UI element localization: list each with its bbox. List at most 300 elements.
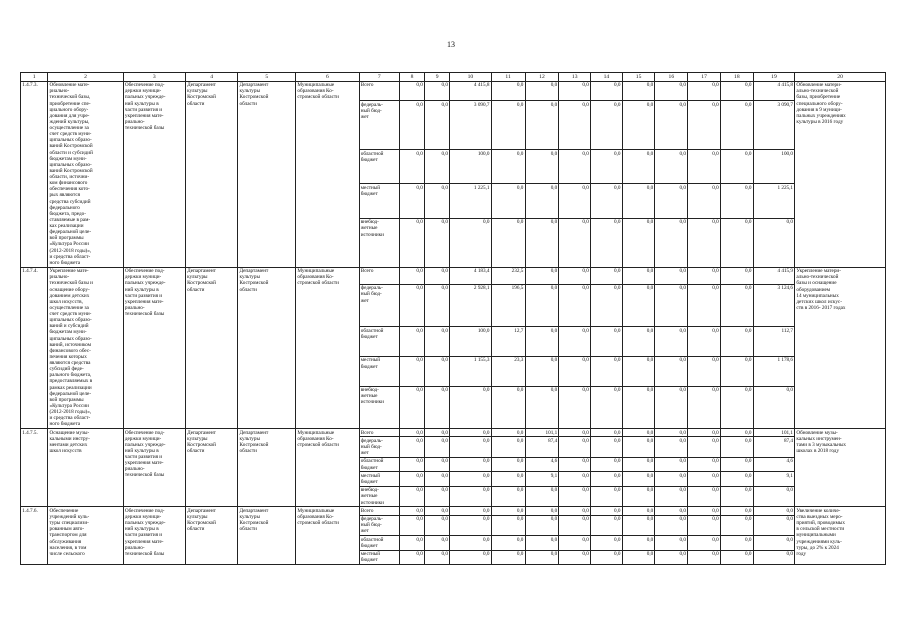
amount-cell: 0,0	[622, 356, 655, 386]
amount-cell: 0,0	[491, 150, 525, 184]
amount-cell: 0,0	[622, 550, 655, 564]
amount-cell: 1 155,3	[450, 356, 492, 386]
funding-source-label: местный бюджет	[359, 550, 399, 564]
amount-cell: 0,0	[559, 428, 591, 436]
amount-cell: 0,0	[622, 327, 655, 357]
funding-source-label: федераль- ный бюд- жет	[359, 101, 399, 150]
amount-cell: 0,0	[591, 457, 623, 471]
column-number: 14	[591, 73, 623, 82]
activity-goal: Обеспечение под- держки муници- пальных учрежде- ний культуры в части развития и укрепления мате- риально- технической базы	[123, 267, 185, 428]
amount-cell: 0,0	[491, 536, 525, 550]
amount-cell: 0,0	[591, 507, 623, 515]
funding-source-label: местный бюджет	[359, 472, 399, 486]
amount-cell: 4 415,8	[753, 81, 795, 101]
amount-cell: 0,0	[688, 515, 721, 536]
amount-cell: 0,0	[622, 101, 655, 150]
amount-cell: 0,0	[559, 150, 591, 184]
column-number: 18	[720, 73, 753, 82]
amount-cell: 0,0	[399, 550, 424, 564]
funding-source-label: Всего	[359, 428, 399, 436]
activity-goal: Обеспечение под- держки муници- пальных учрежде- ний культуры в части развития и укрепления мате- риально- технической базы	[123, 507, 185, 565]
amount-cell: 0,0	[720, 550, 753, 564]
funding-source-label: областной бюджет	[359, 327, 399, 357]
funding-source-label: Всего	[359, 507, 399, 515]
amount-cell: 0,0	[591, 386, 623, 428]
amount-cell: 0,0	[591, 267, 623, 284]
amount-cell: 0,0	[425, 150, 450, 184]
amount-cell: 0,0	[655, 486, 688, 507]
amount-cell: 0,0	[655, 356, 688, 386]
amount-cell: 1 225,1	[450, 184, 492, 218]
amount-cell: 0,0	[591, 428, 623, 436]
amount-cell: 232,5	[491, 267, 525, 284]
amount-cell: 0,0	[425, 356, 450, 386]
amount-cell: 0,0	[559, 457, 591, 471]
funding-source-label: федераль- ный бюд- жет	[359, 437, 399, 458]
column-number: 11	[491, 73, 525, 82]
amount-cell: 0,0	[655, 386, 688, 428]
amount-cell: 0,0	[591, 218, 623, 267]
amount-cell: 0,0	[399, 81, 424, 101]
amount-cell: 0,0	[655, 81, 688, 101]
program-row	[21, 81, 886, 101]
amount-cell: 0,0	[559, 218, 591, 267]
funding-source-label: внебюд- жетные источники	[359, 386, 399, 428]
amount-cell: 0,0	[559, 184, 591, 218]
amount-cell: 0,0	[450, 437, 492, 458]
amount-cell: 0,0	[559, 486, 591, 507]
amount-cell: 0,0	[559, 81, 591, 101]
column-number: 13	[559, 73, 591, 82]
column-number: 10	[450, 73, 492, 82]
amount-cell: 0,0	[491, 486, 525, 507]
amount-cell: 0,0	[753, 536, 795, 550]
amount-cell: 23,3	[491, 356, 525, 386]
amount-cell: 0,0	[491, 550, 525, 564]
amount-cell: 3 124,6	[753, 284, 795, 326]
amount-cell: 0,0	[720, 437, 753, 458]
amount-cell: 0,0	[688, 428, 721, 436]
column-number: 15	[622, 73, 655, 82]
amount-cell: 0,0	[688, 386, 721, 428]
amount-cell: 0,0	[720, 184, 753, 218]
amount-cell: 0,0	[525, 101, 559, 150]
amount-cell: 0,0	[688, 267, 721, 284]
amount-cell: 0,0	[622, 81, 655, 101]
amount-cell: 0,0	[559, 284, 591, 326]
amount-cell: 0,0	[688, 457, 721, 471]
amount-cell: 0,0	[720, 101, 753, 150]
amount-cell: 0,0	[559, 101, 591, 150]
amount-cell: 0,0	[591, 472, 623, 486]
amount-cell: 0,0	[425, 327, 450, 357]
amount-cell: 0,0	[450, 507, 492, 515]
amount-cell: 0,0	[399, 184, 424, 218]
column-number: 7	[359, 73, 399, 82]
amount-cell: 0,0	[450, 218, 492, 267]
amount-cell: 0,0	[655, 218, 688, 267]
amount-cell: 0,0	[491, 81, 525, 101]
co-executor: Департамент культуры Костромской области	[238, 507, 296, 565]
amount-cell: 196,5	[491, 284, 525, 326]
amount-cell: 0,0	[591, 536, 623, 550]
amount-cell: 0,0	[491, 457, 525, 471]
amount-cell: 0,0	[559, 386, 591, 428]
activity-text: Укрепление мате- риально- технической базы и оснащение обору- дованием детских школ искусств, осуществление за счет средств муни- ципальных образо- ваний и субсидий бюджетам муни- ципальных образо- ваний, источником финансового обес- печения которых являются средства субсидий феде- рального бюджета, предоставляемых в рамках реализации федеральной целе- вой программы «Культура России (2012-2018 годы)», и средства област- ного бюджета	[48, 267, 123, 428]
amount-cell: 0,0	[720, 218, 753, 267]
expected-result: Обновление матери- ально-технической базы, приобретение специального обору- дования в 9 муници- пальных учреждениях культуры в 2016 году	[795, 81, 886, 267]
amount-cell: 0,0	[525, 536, 559, 550]
amount-cell: 0,0	[425, 267, 450, 284]
amount-cell: 0,0	[622, 428, 655, 436]
column-number: 2	[48, 73, 123, 82]
funding-source-label: внебюд- жетные источники	[359, 218, 399, 267]
amount-cell: 0,0	[622, 284, 655, 326]
amount-cell: 0,0	[655, 457, 688, 471]
amount-cell: 0,0	[622, 472, 655, 486]
amount-cell: 0,0	[491, 101, 525, 150]
amount-cell: 0,0	[720, 457, 753, 471]
amount-cell: 0,0	[525, 81, 559, 101]
amount-cell: 0,0	[688, 550, 721, 564]
amount-cell: 0,0	[753, 218, 795, 267]
amount-cell: 0,0	[720, 150, 753, 184]
amount-cell: 112,7	[753, 327, 795, 357]
amount-cell: 0,0	[399, 457, 424, 471]
amount-cell: 0,0	[559, 515, 591, 536]
amount-cell: 0,0	[655, 428, 688, 436]
responsible-executor: Департамент культуры Костромской области	[185, 81, 237, 267]
amount-cell: 0,0	[425, 486, 450, 507]
amount-cell: 0,0	[655, 267, 688, 284]
amount-cell: 0,0	[425, 472, 450, 486]
column-number: 17	[688, 73, 721, 82]
amount-cell: 0,0	[525, 550, 559, 564]
activity-number: 1.4.7.5.	[21, 428, 48, 506]
funding-source-label: областной бюджет	[359, 150, 399, 184]
amount-cell: 0,0	[753, 386, 795, 428]
amount-cell: 1 178,6	[753, 356, 795, 386]
amount-cell: 0,0	[559, 536, 591, 550]
amount-cell: 0,0	[720, 267, 753, 284]
amount-cell: 0,0	[720, 428, 753, 436]
amount-cell: 0,0	[525, 284, 559, 326]
column-number: 19	[753, 73, 795, 82]
activity-goal: Обеспечение под- держки муници- пальных учрежде- ний культуры в части развития и укрепления мате- риально- технической базы	[123, 81, 185, 267]
amount-cell: 0,0	[688, 356, 721, 386]
amount-cell: 0,0	[399, 218, 424, 267]
amount-cell: 0,0	[622, 150, 655, 184]
amount-cell: 0,0	[720, 472, 753, 486]
funding-source-label: областной бюджет	[359, 536, 399, 550]
co-executor: Департамент культуры Костромской области	[238, 267, 296, 428]
amount-cell: 0,0	[525, 515, 559, 536]
program-row	[21, 507, 886, 515]
amount-cell: 0,0	[450, 472, 492, 486]
amount-cell: 0,0	[491, 507, 525, 515]
amount-cell: 0,0	[591, 486, 623, 507]
amount-cell: 2 928,1	[450, 284, 492, 326]
amount-cell: 0,0	[753, 550, 795, 564]
amount-cell: 0,0	[591, 284, 623, 326]
amount-cell: 0,0	[525, 218, 559, 267]
page-number: 13	[447, 40, 455, 49]
amount-cell: 0,0	[559, 327, 591, 357]
amount-cell: 0,0	[591, 101, 623, 150]
column-number-row	[21, 73, 886, 82]
column-number: 16	[655, 73, 688, 82]
amount-cell: 0,0	[450, 386, 492, 428]
amount-cell: 0,0	[450, 457, 492, 471]
amount-cell: 0,0	[720, 536, 753, 550]
amount-cell: 12,7	[491, 327, 525, 357]
funding-source-label: местный бюджет	[359, 356, 399, 386]
program-row	[21, 267, 886, 284]
amount-cell: 0,0	[720, 327, 753, 357]
funding-source-label: федераль- ный бюд- жет	[359, 284, 399, 326]
amount-cell: 0,0	[399, 507, 424, 515]
amount-cell: 0,0	[559, 507, 591, 515]
amount-cell: 0,0	[491, 184, 525, 218]
column-number: 20	[795, 73, 886, 82]
amount-cell: 0,0	[559, 267, 591, 284]
expected-result: Укрепление матери- ально-технической базы и оснащение оборудованием 14 муниципальных детских школ искус- ств в 2016- 2017 годах	[795, 267, 886, 428]
amount-cell: 0,0	[491, 472, 525, 486]
amount-cell: 0,0	[591, 550, 623, 564]
amount-cell: 0,0	[720, 284, 753, 326]
amount-cell: 100,0	[450, 327, 492, 357]
amount-cell: 0,0	[622, 218, 655, 267]
funding-source-label: Всего	[359, 267, 399, 284]
amount-cell: 0,0	[688, 101, 721, 150]
amount-cell: 0,0	[622, 267, 655, 284]
amount-cell: 0,0	[525, 386, 559, 428]
amount-cell: 100,0	[753, 150, 795, 184]
amount-cell: 0,0	[591, 437, 623, 458]
amount-cell: 0,0	[425, 386, 450, 428]
amount-cell: 0,0	[688, 284, 721, 326]
amount-cell: 0,0	[450, 550, 492, 564]
amount-cell: 0,0	[399, 284, 424, 326]
amount-cell: 0,0	[591, 356, 623, 386]
amount-cell: 0,0	[399, 536, 424, 550]
activity-number: 1.4.7.4.	[21, 267, 48, 428]
amount-cell: 0,0	[622, 184, 655, 218]
amount-cell: 0,0	[425, 550, 450, 564]
co-executor: Департамент культуры Костромской области	[238, 428, 296, 506]
amount-cell: 87,4	[525, 437, 559, 458]
amount-cell: 0,0	[655, 437, 688, 458]
funding-source-label: внебюд- жетные источники	[359, 486, 399, 507]
activity-text: Оснащение музы- кальными инстру- ментами детских школ искусств	[48, 428, 123, 506]
column-number: 6	[296, 73, 359, 82]
activity-text: Обновление мате- риально- технической базы, приобретение спе- циального обору- дования для учре- ждений культуры, осуществление за счет средств муни- ципальных образо- ваний Костромской области и субсидий бюджетам муни- ципальных образо- ваний Костромской области, источни- ком финансового обеспечения кото- рых являются средства субсидий федерального бюджета, предо- ставляемые в рам- ках реализации федеральной целе- вой программы «Культура России (2012-2018 годы)», и средства област- ного бюджета	[48, 81, 123, 267]
amount-cell: 0,0	[491, 437, 525, 458]
responsible-executor: Департамент культуры Костромской области	[185, 428, 237, 506]
funding-source-label: Всего	[359, 81, 399, 101]
amount-cell: 0,0	[720, 386, 753, 428]
amount-cell: 0,0	[720, 515, 753, 536]
amount-cell: 4 415,9	[753, 267, 795, 284]
amount-cell: 0,0	[525, 486, 559, 507]
amount-cell: 4,6	[525, 457, 559, 471]
amount-cell: 0,0	[491, 515, 525, 536]
amount-cell: 0,0	[425, 184, 450, 218]
amount-cell: 0,0	[425, 218, 450, 267]
responsible-executor: Департамент культуры Костромской области	[185, 267, 237, 428]
program-table	[20, 72, 886, 565]
amount-cell: 0,0	[655, 327, 688, 357]
amount-cell: 3 090,7	[753, 101, 795, 150]
amount-cell: 0,0	[399, 101, 424, 150]
funding-source-label: областной бюджет	[359, 457, 399, 471]
amount-cell: 0,0	[450, 428, 492, 436]
amount-cell: 0,0	[622, 457, 655, 471]
amount-cell: 0,0	[399, 486, 424, 507]
amount-cell: 0,0	[425, 428, 450, 436]
amount-cell: 0,0	[399, 428, 424, 436]
amount-cell: 0,0	[399, 356, 424, 386]
amount-cell: 0,0	[688, 536, 721, 550]
amount-cell: 0,0	[425, 437, 450, 458]
amount-cell: 0,0	[491, 218, 525, 267]
amount-cell: 0,0	[622, 437, 655, 458]
amount-cell: 0,0	[525, 184, 559, 218]
amount-cell: 0,0	[655, 284, 688, 326]
amount-cell: 0,0	[399, 327, 424, 357]
amount-cell: 0,0	[559, 437, 591, 458]
participants: Муниципальные образования Ко- стромской области	[296, 428, 359, 506]
amount-cell: 0,0	[399, 267, 424, 284]
column-number: 1	[21, 73, 48, 82]
amount-cell: 0,0	[450, 536, 492, 550]
amount-cell: 101,1	[753, 428, 795, 436]
amount-cell: 0,0	[655, 507, 688, 515]
amount-cell: 0,0	[622, 536, 655, 550]
amount-cell: 0,0	[655, 515, 688, 536]
amount-cell: 0,0	[425, 284, 450, 326]
expected-result: Обновление музы- кальных инструмен- тами в 3 музыкальных школах в 2018 году	[795, 428, 886, 506]
column-number: 3	[123, 73, 185, 82]
funding-source-label: федераль- ный бюд- жет	[359, 515, 399, 536]
amount-cell: 0,0	[525, 327, 559, 357]
participants: Муниципальные образования Ко- стромской области	[296, 81, 359, 267]
amount-cell: 0,0	[655, 550, 688, 564]
column-number: 4	[185, 73, 237, 82]
amount-cell: 0,0	[559, 472, 591, 486]
amount-cell: 0,0	[559, 550, 591, 564]
amount-cell: 0,0	[491, 428, 525, 436]
amount-cell: 0,0	[720, 486, 753, 507]
amount-cell: 0,0	[399, 472, 424, 486]
amount-cell: 0,0	[491, 386, 525, 428]
amount-cell: 0,0	[591, 184, 623, 218]
amount-cell: 0,0	[688, 437, 721, 458]
amount-cell: 9,1	[525, 472, 559, 486]
responsible-executor: Департамент культуры Костромской области	[185, 507, 237, 565]
amount-cell: 0,0	[688, 472, 721, 486]
amount-cell: 0,0	[622, 515, 655, 536]
amount-cell: 0,0	[399, 515, 424, 536]
amount-cell: 9,1	[753, 472, 795, 486]
activity-number: 1.4.7.6.	[21, 507, 48, 565]
amount-cell: 0,0	[425, 515, 450, 536]
amount-cell: 0,0	[425, 536, 450, 550]
amount-cell: 0,0	[688, 184, 721, 218]
amount-cell: 0,0	[622, 486, 655, 507]
amount-cell: 0,0	[655, 536, 688, 550]
amount-cell: 0,0	[525, 267, 559, 284]
amount-cell: 0,0	[655, 472, 688, 486]
amount-cell: 0,0	[655, 101, 688, 150]
amount-cell: 0,0	[591, 515, 623, 536]
amount-cell: 0,0	[591, 81, 623, 101]
amount-cell: 101,1	[525, 428, 559, 436]
amount-cell: 0,0	[720, 507, 753, 515]
amount-cell: 0,0	[525, 150, 559, 184]
activity-text: Обеспечение учреждений куль- туры специализи- рованным авто- транспортом для обслуживания населения, в том числе сельского	[48, 507, 123, 565]
amount-cell: 0,0	[525, 507, 559, 515]
amount-cell: 0,0	[399, 150, 424, 184]
amount-cell: 0,0	[688, 150, 721, 184]
column-number: 12	[525, 73, 559, 82]
amount-cell: 0,0	[720, 81, 753, 101]
amount-cell: 4 415,8	[450, 81, 492, 101]
amount-cell: 4 183,4	[450, 267, 492, 284]
funding-source-label: местный бюджет	[359, 184, 399, 218]
amount-cell: 1 225,1	[753, 184, 795, 218]
amount-cell: 87,4	[753, 437, 795, 458]
column-number: 5	[238, 73, 296, 82]
amount-cell: 0,0	[688, 327, 721, 357]
amount-cell: 0,0	[425, 81, 450, 101]
column-number: 8	[399, 73, 424, 82]
co-executor: Департамент культуры Костромской области	[238, 81, 296, 267]
amount-cell: 0,0	[753, 507, 795, 515]
program-row	[21, 428, 886, 436]
column-number: 9	[425, 73, 450, 82]
amount-cell: 0,0	[753, 515, 795, 536]
amount-cell: 0,0	[559, 356, 591, 386]
amount-cell: 0,0	[399, 386, 424, 428]
activity-goal: Обеспечение под- держки муници- пальных учрежде- ний культуры в части развития и укрепления мате- риально- технической базы	[123, 428, 185, 506]
amount-cell: 0,0	[425, 457, 450, 471]
amount-cell: 0,0	[720, 356, 753, 386]
amount-cell: 0,0	[622, 386, 655, 428]
amount-cell: 0,0	[525, 356, 559, 386]
amount-cell: 0,0	[591, 150, 623, 184]
expected-result: Увеличение количе- ства выездных меро- приятий, проводимых в сельской местности муниципальными учреждениями куль- туры, до 2% к 2024 году	[795, 507, 886, 565]
activity-number: 1.4.7.3.	[21, 81, 48, 267]
amount-cell: 100,0	[450, 150, 492, 184]
amount-cell: 0,0	[450, 515, 492, 536]
amount-cell: 4,6	[753, 457, 795, 471]
amount-cell: 0,0	[425, 101, 450, 150]
amount-cell: 0,0	[688, 81, 721, 101]
amount-cell: 0,0	[399, 437, 424, 458]
amount-cell: 0,0	[655, 184, 688, 218]
participants: Муниципальные образования Ко- стромской области	[296, 507, 359, 565]
amount-cell: 0,0	[655, 150, 688, 184]
amount-cell: 0,0	[425, 507, 450, 515]
amount-cell: 0,0	[688, 507, 721, 515]
amount-cell: 0,0	[688, 486, 721, 507]
amount-cell: 0,0	[591, 327, 623, 357]
participants: Муниципальные образования Ко- стромской области	[296, 267, 359, 428]
amount-cell: 0,0	[450, 486, 492, 507]
amount-cell: 0,0	[622, 507, 655, 515]
amount-cell: 3 090,7	[450, 101, 492, 150]
